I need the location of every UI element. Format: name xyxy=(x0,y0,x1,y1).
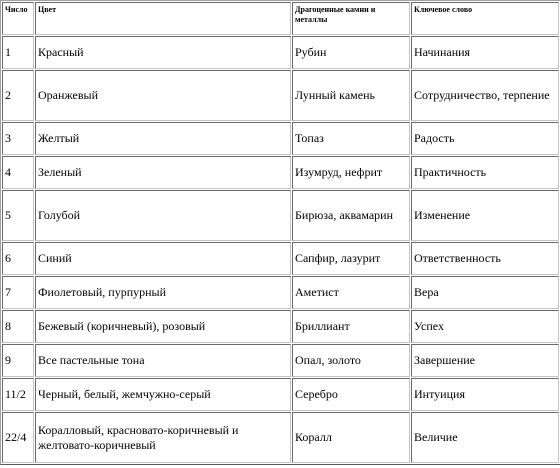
cell-stones: Опал, золото xyxy=(292,344,410,377)
cell-color: Черный, белый, жемчужно-серый xyxy=(35,378,291,411)
cell-stones: Топаз xyxy=(292,122,410,155)
cell-number: 8 xyxy=(2,310,34,343)
cell-keyword: Сотрудничество, терпение xyxy=(411,70,559,121)
cell-color: Синий xyxy=(35,242,291,275)
cell-number: 5 xyxy=(2,190,34,241)
cell-keyword: Завершение xyxy=(411,344,559,377)
cell-stones: Коралл xyxy=(292,412,410,463)
cell-keyword: Величие xyxy=(411,412,559,463)
cell-stones: Бриллиант xyxy=(292,310,410,343)
cell-keyword: Радость xyxy=(411,122,559,155)
table-row xyxy=(2,310,559,343)
cell-color: Зеленый xyxy=(35,156,291,189)
cell-color: Голубой xyxy=(35,190,291,241)
cell-number: 11/2 xyxy=(2,378,34,411)
cell-stones: Сапфир, лазурит xyxy=(292,242,410,275)
header-keyword: Ключевое слово xyxy=(411,2,559,35)
cell-number: 2 xyxy=(2,70,34,121)
header-color: Цвет xyxy=(35,2,291,35)
table-row xyxy=(2,122,559,155)
cell-keyword: Вера xyxy=(411,276,559,309)
cell-number: 3 xyxy=(2,122,34,155)
cell-color: Фиолетовый, пурпурный xyxy=(35,276,291,309)
cell-color: Все пастельные тона xyxy=(35,344,291,377)
table-row xyxy=(2,156,559,189)
cell-number: 9 xyxy=(2,344,34,377)
cell-keyword: Практичность xyxy=(411,156,559,189)
cell-number: 6 xyxy=(2,242,34,275)
cell-number: 1 xyxy=(2,36,34,69)
cell-color: Оранжевый xyxy=(35,70,291,121)
cell-number: 4 xyxy=(2,156,34,189)
cell-color: Желтый xyxy=(35,122,291,155)
cell-stones: Изумруд, нефрит xyxy=(292,156,410,189)
cell-color: Коралловый, красновато-коричневый и желтовато-коричневый xyxy=(35,412,291,463)
cell-stones: Лунный камень xyxy=(292,70,410,121)
table-row xyxy=(2,242,559,275)
cell-keyword: Ответственность xyxy=(411,242,559,275)
table-row xyxy=(2,344,559,377)
table-row xyxy=(2,412,559,463)
header-stones: Драгоценные камни и металлы xyxy=(292,2,410,35)
table-row xyxy=(2,276,559,309)
table-row xyxy=(2,70,559,121)
cell-keyword: Успех xyxy=(411,310,559,343)
table-row xyxy=(2,190,559,241)
cell-stones: Серебро xyxy=(292,378,410,411)
header-number: Число xyxy=(2,2,34,35)
cell-color: Бежевый (коричневый), розовый xyxy=(35,310,291,343)
cell-keyword: Изменение xyxy=(411,190,559,241)
cell-number: 22/4 xyxy=(2,412,34,463)
cell-stones: Рубин xyxy=(292,36,410,69)
cell-stones: Аметист xyxy=(292,276,410,309)
cell-color: Красный xyxy=(35,36,291,69)
cell-number: 7 xyxy=(2,276,34,309)
table-row xyxy=(2,378,559,411)
header-row xyxy=(2,2,559,35)
cell-keyword: Начинания xyxy=(411,36,559,69)
cell-stones: Бирюза, аквамарин xyxy=(292,190,410,241)
table-row xyxy=(2,36,559,69)
cell-keyword: Интуиция xyxy=(411,378,559,411)
